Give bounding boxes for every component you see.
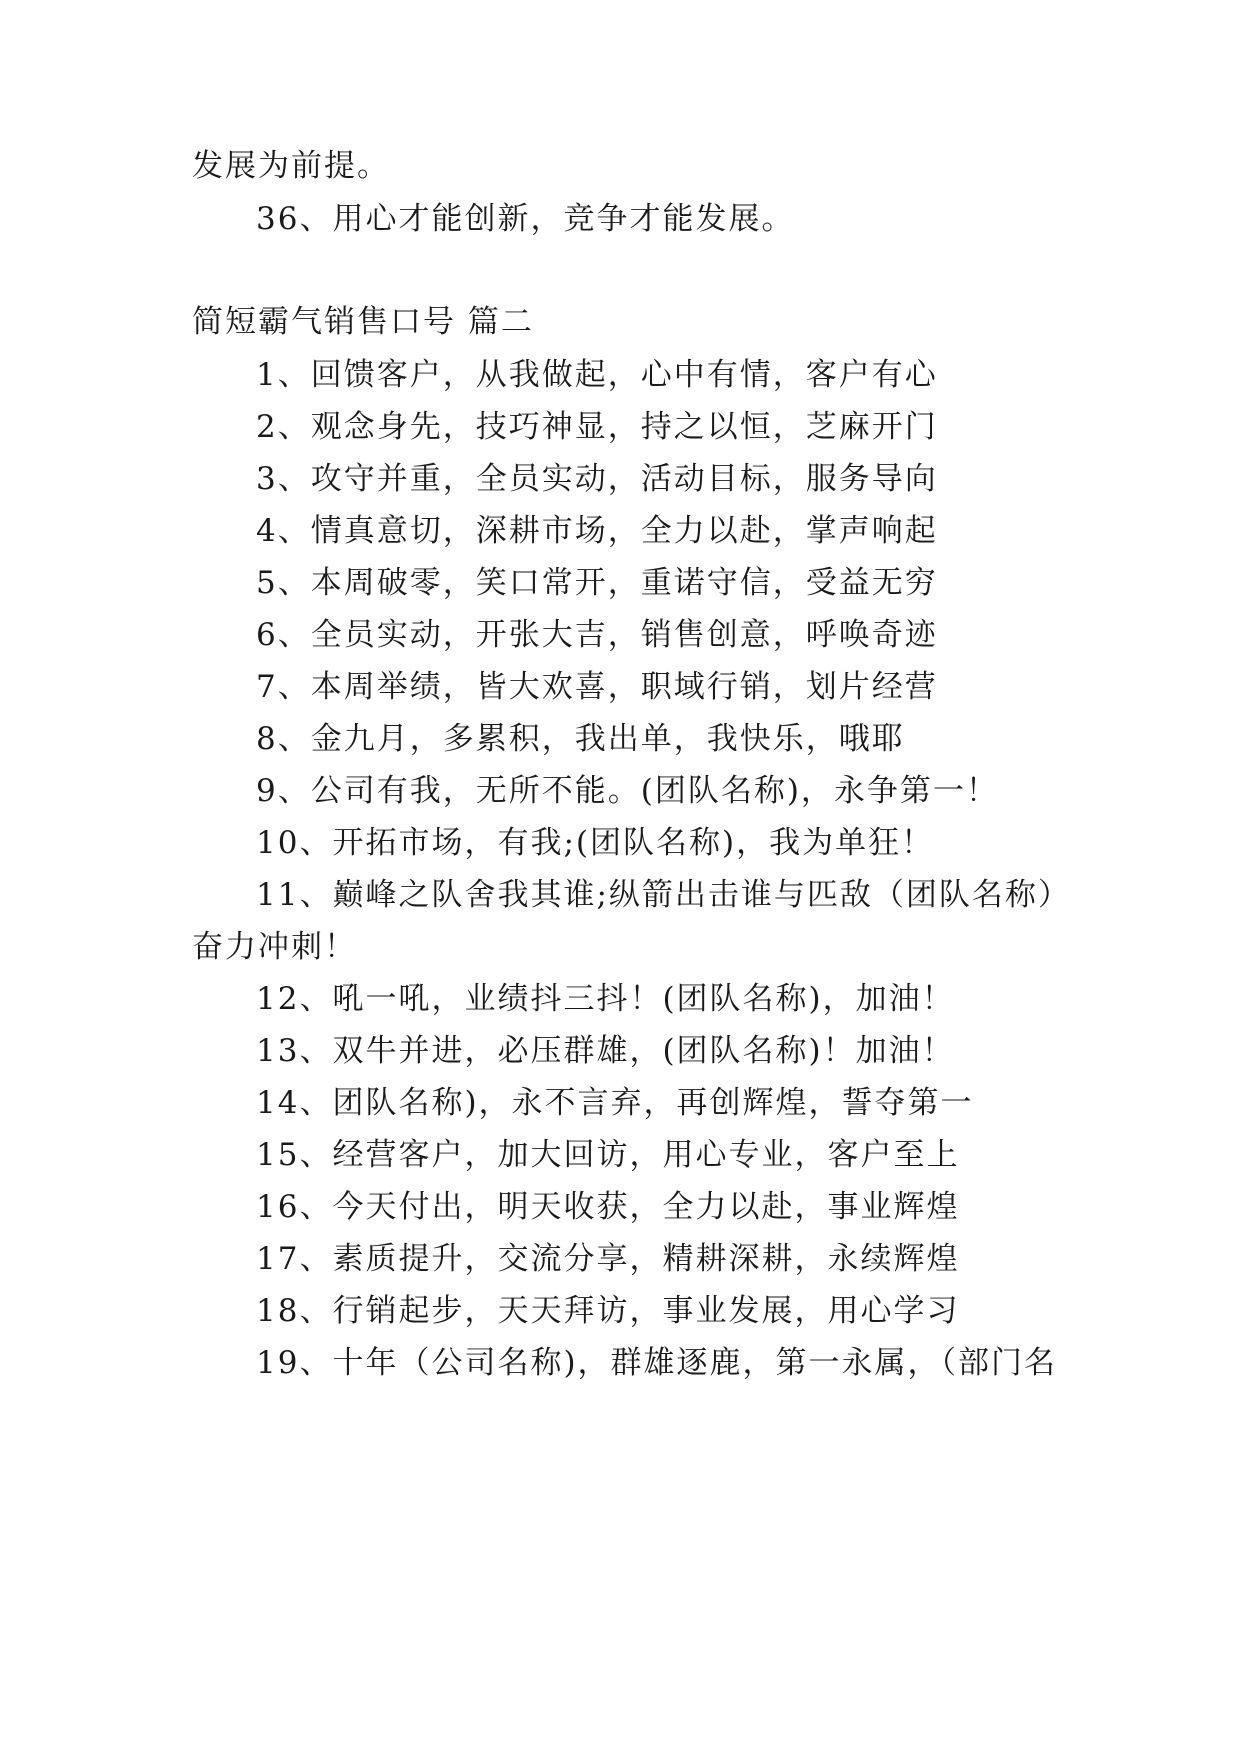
- list-item: 10、开拓市场，有我;(团队名称)，我为单狂！: [256, 825, 935, 861]
- list-item: 16、今天付出，明天收获，全力以赴，事业辉煌: [256, 1189, 960, 1225]
- list-item: 2、观念身先，技巧神显，持之以恒，芝麻开门: [256, 409, 938, 445]
- continuation-line: 发展为前提。: [192, 148, 390, 184]
- list-item: 15、经营客户，加大回访，用心专业，客户至上: [256, 1137, 960, 1173]
- list-item: 19、十年（公司名称)，群雄逐鹿，第一永属，（部门名: [256, 1345, 1058, 1381]
- list-item: 5、本周破零，笑口常开，重诺守信，受益无穷: [256, 565, 938, 601]
- list-item: 12、吼一吼，业绩抖三抖！(团队名称)，加油！: [256, 981, 955, 1017]
- list-item-36: 36、用心才能创新，竞争才能发展。: [256, 201, 795, 237]
- list-item: 9、公司有我，无所不能。(团队名称)，永争第一！: [256, 773, 999, 809]
- list-item-continuation: 奋力冲刺！: [192, 929, 357, 965]
- list-item: 14、团队名称)，永不言弃，再创辉煌，誓夺第一: [256, 1085, 974, 1121]
- list-item: 11、巅峰之队舍我其谁;纵箭出击谁与匹敌（团队名称）: [256, 877, 1071, 913]
- list-item: 17、素质提升，交流分享，精耕深耕，永续辉煌: [256, 1241, 960, 1277]
- section-heading: 简短霸气销售口号 篇二: [192, 304, 534, 340]
- list-item: 6、全员实动，开张大吉，销售创意，呼唤奇迹: [256, 617, 938, 653]
- list-item: 1、回馈客户，从我做起，心中有情，客户有心: [256, 357, 938, 393]
- list-item: 8、金九月，多累积，我出单，我快乐，哦耶: [256, 721, 905, 757]
- list-item: 7、本周举绩，皆大欢喜，职域行销，划片经营: [256, 669, 938, 705]
- list-item: 4、情真意切，深耕市场，全力以赴，掌声响起: [256, 513, 938, 549]
- list-item: 3、攻守并重，全员实动，活动目标，服务导向: [256, 461, 938, 497]
- list-item: 13、双牛并进，必压群雄，(团队名称)！加油！: [256, 1033, 955, 1069]
- list-item: 18、行销起步，天天拜访，事业发展，用心学习: [256, 1293, 960, 1329]
